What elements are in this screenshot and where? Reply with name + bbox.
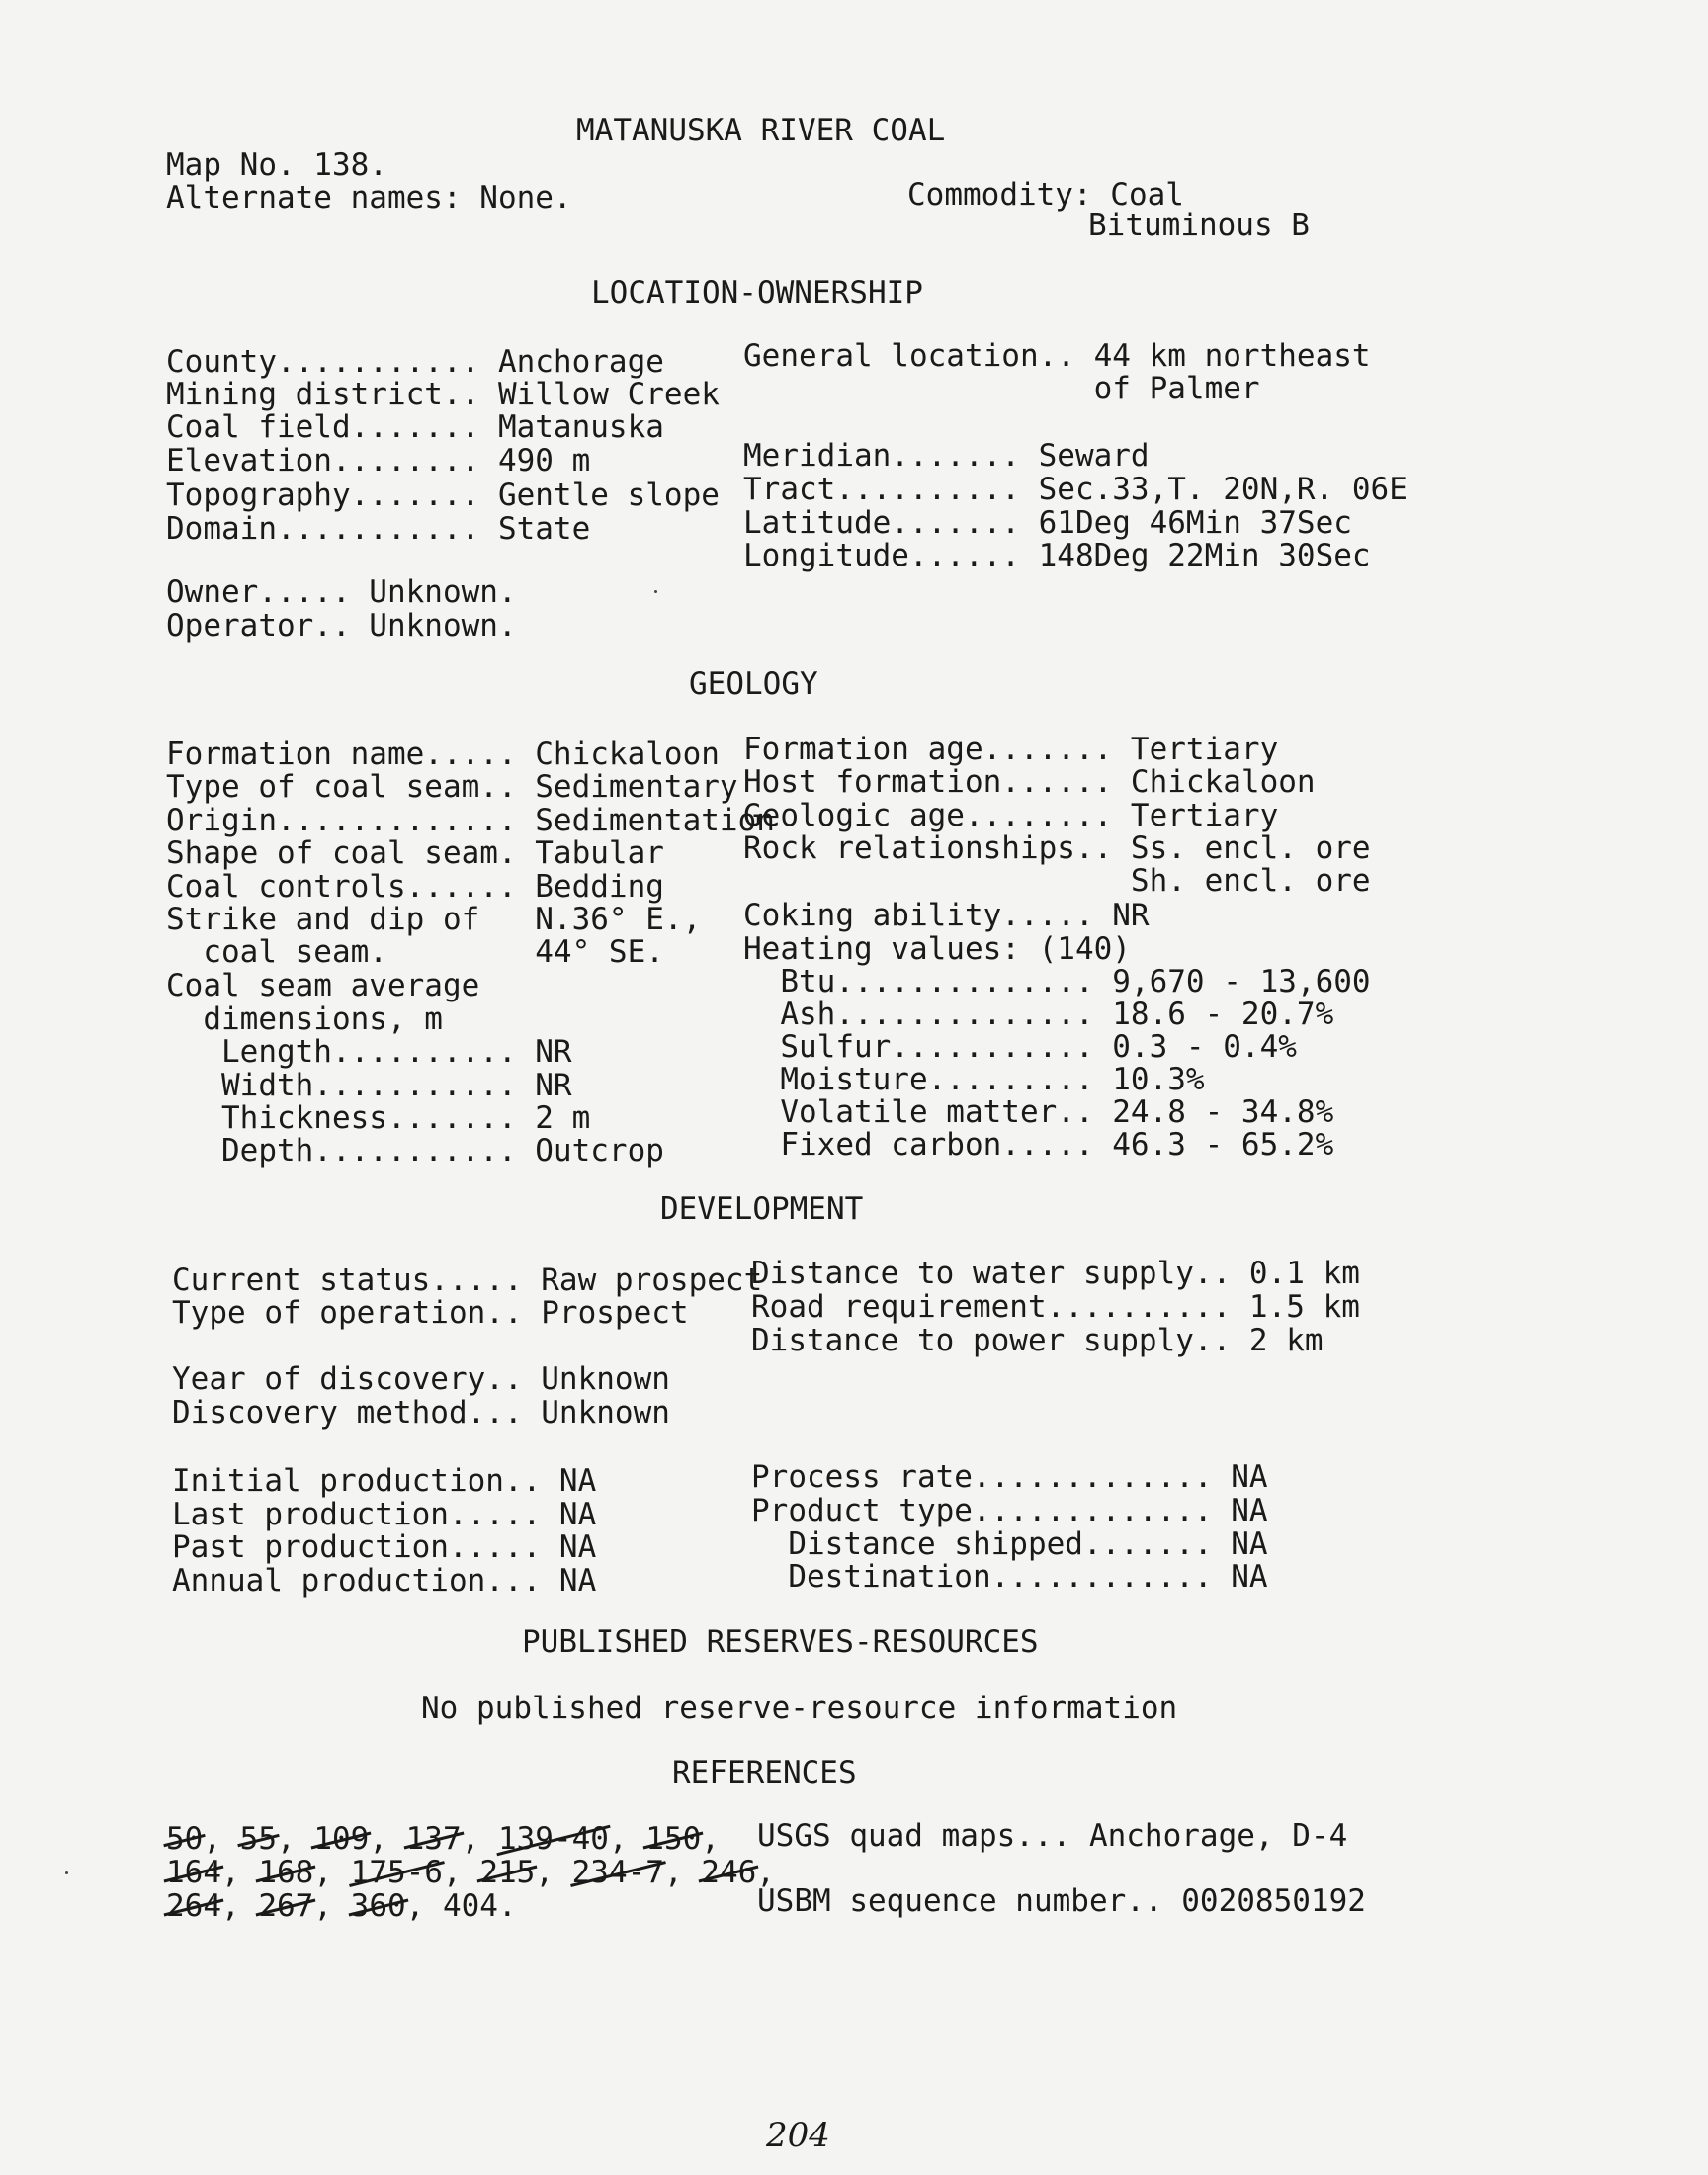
- geology-field: Host formation...... Chickaloon: [743, 764, 1316, 800]
- document-title: MATANUSKA RIVER COAL: [576, 113, 946, 148]
- struck-reference: 175-6: [350, 1855, 443, 1890]
- location-field: Longitude...... 148Deg 22Min 30Sec: [743, 538, 1371, 573]
- reference-list-line: 50, 55, 109, 137, 139-40, 150,: [166, 1821, 720, 1857]
- location-field: Elevation........ 490 m: [166, 443, 591, 478]
- geology-field: Length.......... NR: [166, 1034, 572, 1070]
- location-field: Coal field....... Matanuska: [166, 409, 664, 445]
- alternate-names: Alternate names: None.: [166, 180, 572, 216]
- geology-field: Heating values: (140): [743, 931, 1131, 967]
- production-field: Destination............ NA: [751, 1559, 1268, 1595]
- location-field: Meridian....... Seward: [743, 438, 1150, 474]
- development-field: Road requirement.......... 1.5 km: [751, 1289, 1360, 1325]
- struck-reference: 234-7: [571, 1855, 664, 1890]
- geology-field: Sh. encl. ore: [743, 863, 1371, 899]
- development-field: Distance to water supply.. 0.1 km: [751, 1256, 1360, 1291]
- reference-list-line: 264, 267, 360, 404.: [166, 1888, 517, 1924]
- operator: Operator.. Unknown.: [166, 608, 517, 644]
- production-field: Process rate............. NA: [751, 1459, 1268, 1495]
- location-field: Topography....... Gentle slope: [166, 478, 720, 513]
- geology-field: Geologic age........ Tertiary: [743, 798, 1279, 833]
- struck-reference: 139-40: [497, 1821, 609, 1857]
- production-field: Distance shipped....... NA: [751, 1526, 1268, 1562]
- geology-field: Depth........... Outcrop: [166, 1133, 664, 1169]
- commodity-type: Bituminous B: [1088, 208, 1310, 243]
- heating-value: Ash.............. 18.6 - 20.7%: [743, 997, 1334, 1032]
- geology-field: Coal seam average: [166, 968, 480, 1003]
- struck-reference: 360: [350, 1888, 406, 1924]
- location-field: Mining district.. Willow Creek: [166, 377, 720, 412]
- struck-reference: 109: [313, 1821, 370, 1857]
- reference-list-line: 164, 168, 175-6, 215, 234-7, 246,: [166, 1855, 775, 1890]
- geology-field: Formation age....... Tertiary: [743, 732, 1279, 767]
- development-field: Distance to power supply.. 2 km: [751, 1323, 1324, 1358]
- heating-value: Sulfur........... 0.3 - 0.4%: [743, 1029, 1297, 1065]
- production-field: Last production..... NA: [172, 1497, 597, 1532]
- commodity: Commodity: Coal: [907, 177, 1184, 213]
- geology-field: dimensions, m: [166, 1001, 443, 1037]
- geology-field: coal seam. 44° SE.: [166, 934, 664, 970]
- geology-field: Shape of coal seam. Tabular: [166, 835, 664, 871]
- struck-reference: 246: [701, 1855, 757, 1890]
- geology-field: Coking ability..... NR: [743, 898, 1150, 933]
- struck-reference: 137: [405, 1821, 462, 1857]
- owner: Owner..... Unknown.: [166, 574, 517, 610]
- geology-field: Origin............. Sedimentation: [166, 803, 775, 838]
- heating-value: Btu.............. 9,670 - 13,600: [743, 964, 1371, 1000]
- section-heading-geology: GEOLOGY: [689, 666, 818, 702]
- heating-value: Moisture......... 10.3%: [743, 1062, 1205, 1097]
- production-field: Past production..... NA: [172, 1529, 597, 1565]
- section-heading-development: DEVELOPMENT: [660, 1191, 864, 1227]
- general-location-cont: of Palmer: [743, 371, 1260, 406]
- section-heading-references: REFERENCES: [672, 1755, 857, 1790]
- geology-field: Type of coal seam.. Sedimentary: [166, 769, 738, 805]
- struck-reference: 55: [239, 1821, 277, 1857]
- production-field: Initial production.. NA: [172, 1463, 597, 1499]
- geology-field: Rock relationships.. Ss. encl. ore: [743, 830, 1371, 866]
- struck-reference: 267: [258, 1888, 314, 1924]
- location-field: County........... Anchorage: [166, 344, 664, 380]
- reference-number: 404.: [442, 1888, 517, 1924]
- reserves-text: No published reserve-resource information: [421, 1691, 1178, 1726]
- heating-value: Fixed carbon..... 46.3 - 65.2%: [743, 1127, 1334, 1163]
- location-field: Latitude....... 61Deg 46Min 37Sec: [743, 505, 1352, 541]
- usbm-sequence-number: USBM sequence number.. 0020850192: [757, 1883, 1366, 1919]
- scan-speck: [65, 1871, 68, 1874]
- struck-reference: 264: [166, 1888, 221, 1924]
- map-number: Map No. 138.: [166, 147, 387, 183]
- location-field: Domain........... State: [166, 511, 591, 547]
- geology-field: Strike and dip of N.36° E.,: [166, 902, 702, 937]
- scan-speck: [654, 590, 657, 593]
- usgs-quad-maps: USGS quad maps... Anchorage, D-4: [757, 1818, 1348, 1854]
- struck-reference: 215: [479, 1855, 536, 1890]
- struck-reference: 150: [645, 1821, 702, 1857]
- geology-field: Width........... NR: [166, 1068, 572, 1103]
- location-field: Tract.......... Sec.33,T. 20N,R. 06E: [743, 472, 1408, 507]
- production-field: Annual production... NA: [172, 1563, 597, 1599]
- geology-field: Thickness....... 2 m: [166, 1100, 591, 1136]
- page-number: 204: [766, 2116, 830, 2155]
- struck-reference: 50: [166, 1821, 204, 1857]
- development-field: Type of operation.. Prospect: [172, 1295, 689, 1331]
- general-location: General location.. 44 km northeast: [743, 338, 1371, 374]
- discovery-field: Year of discovery.. Unknown: [172, 1361, 670, 1397]
- section-heading-reserves: PUBLISHED RESERVES-RESOURCES: [522, 1624, 1039, 1660]
- struck-reference: 168: [258, 1855, 314, 1890]
- development-field: Current status..... Raw prospect: [172, 1262, 763, 1298]
- production-field: Product type............. NA: [751, 1493, 1268, 1528]
- heating-value: Volatile matter.. 24.8 - 34.8%: [743, 1094, 1334, 1130]
- geology-field: Coal controls...... Bedding: [166, 869, 664, 905]
- struck-reference: 164: [166, 1855, 221, 1890]
- section-heading-location: LOCATION-OWNERSHIP: [591, 275, 923, 310]
- geology-field: Formation name..... Chickaloon: [166, 737, 720, 772]
- discovery-field: Discovery method... Unknown: [172, 1395, 670, 1431]
